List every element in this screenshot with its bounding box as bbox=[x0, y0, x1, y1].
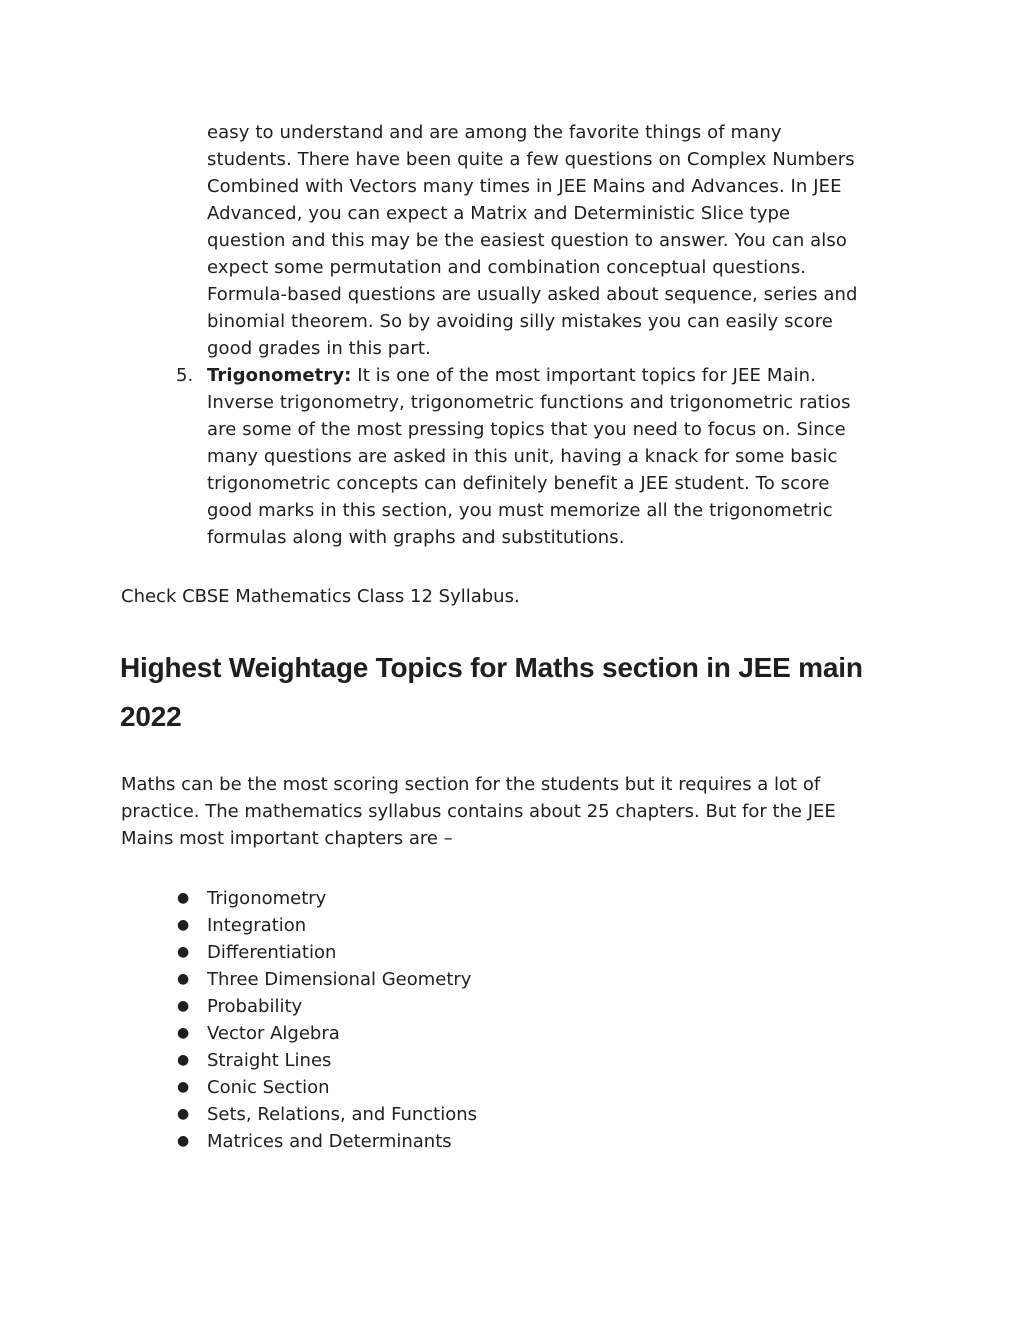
paragraph-line: binomial theorem. So by avoiding silly mistakes you can easily score bbox=[207, 311, 833, 332]
paragraph-line: many questions are asked in this unit, having a knack for some basic bbox=[207, 446, 838, 467]
section-heading bbox=[120, 643, 920, 741]
bullet-icon: ● bbox=[177, 1052, 190, 1068]
heading-line: 2022 bbox=[120, 701, 182, 732]
syllabus-reference: Check CBSE Mathematics Class 12 Syllabus. bbox=[121, 586, 520, 607]
bullet-icon: ● bbox=[177, 1025, 190, 1041]
list-item-label: Sets, Relations, and Functions bbox=[207, 1104, 478, 1125]
paragraph-line: expect some permutation and combination conceptual questions. bbox=[207, 257, 807, 278]
list-item-label: Conic Section bbox=[207, 1077, 330, 1098]
paragraph-line: Mains most important chapters are – bbox=[121, 828, 453, 849]
paragraph-line: Formula-based questions are usually asked about sequence, series and bbox=[207, 284, 858, 305]
list-item bbox=[0, 1101, 477, 1128]
list-item-label: Probability bbox=[207, 996, 303, 1017]
list-item-label: Matrices and Determinants bbox=[207, 1131, 452, 1152]
list-item bbox=[0, 1020, 477, 1047]
list-item-label: Trigonometry bbox=[207, 888, 327, 909]
paragraph-line: practice. The mathematics syllabus contains about 25 chapters. But for the JEE bbox=[121, 801, 836, 822]
paragraph-line: trigonometric concepts can definitely benefit a JEE student. To score bbox=[207, 473, 830, 494]
bullet-icon: ● bbox=[177, 1106, 190, 1122]
paragraph-line: good marks in this section, you must memorize all the trigonometric bbox=[207, 500, 833, 521]
list-item-number: 5. bbox=[176, 365, 194, 386]
bullet-icon: ● bbox=[177, 1079, 190, 1095]
list-item-4-continuation bbox=[207, 119, 907, 362]
list-item-label: Three Dimensional Geometry bbox=[207, 969, 472, 990]
paragraph-line: good grades in this part. bbox=[207, 338, 431, 359]
list-item bbox=[0, 885, 477, 912]
paragraph-line: Maths can be the most scoring section for the students but it requires a lot of bbox=[121, 774, 821, 795]
list-item bbox=[0, 966, 477, 993]
list-item-label: Vector Algebra bbox=[207, 1023, 340, 1044]
important-chapters-list bbox=[0, 885, 477, 1155]
list-item bbox=[0, 939, 477, 966]
paragraph-line bbox=[207, 362, 907, 389]
paragraph-line: students. There have been quite a few questions on Complex Numbers bbox=[207, 149, 855, 170]
bullet-icon: ● bbox=[177, 944, 190, 960]
list-item bbox=[0, 1128, 477, 1155]
paragraph-line: Inverse trigonometry, trigonometric functions and trigonometric ratios bbox=[207, 392, 851, 413]
list-item-label: Integration bbox=[207, 915, 307, 936]
paragraph-line: formulas along with graphs and substitutions. bbox=[207, 527, 625, 548]
paragraph-line: easy to understand and are among the favorite things of many bbox=[207, 122, 782, 143]
list-item-text: It is one of the most important topics for JEE Main. bbox=[351, 365, 817, 386]
paragraph-line: are some of the most pressing topics that you need to focus on. Since bbox=[207, 419, 846, 440]
list-item bbox=[0, 1074, 477, 1101]
list-item bbox=[0, 1047, 477, 1074]
list-item-label: Differentiation bbox=[207, 942, 337, 963]
heading-line: Highest Weightage Topics for Maths section in JEE main bbox=[120, 652, 863, 683]
paragraph-line: Combined with Vectors many times in JEE Mains and Advances. In JEE bbox=[207, 176, 842, 197]
bullet-icon: ● bbox=[177, 917, 190, 933]
paragraph-line: question and this may be the easiest question to answer. You can also bbox=[207, 230, 847, 251]
list-item bbox=[0, 912, 477, 939]
bullet-icon: ● bbox=[177, 1133, 190, 1149]
list-item-title: Trigonometry: bbox=[207, 365, 352, 386]
intro-paragraph bbox=[121, 771, 911, 852]
bullet-icon: ● bbox=[177, 971, 190, 987]
bullet-icon: ● bbox=[177, 998, 190, 1014]
bullet-icon: ● bbox=[177, 890, 190, 906]
list-item-label: Straight Lines bbox=[207, 1050, 332, 1071]
list-item-trigonometry bbox=[176, 362, 907, 551]
numbered-list-continued bbox=[176, 119, 907, 551]
paragraph-line: Advanced, you can expect a Matrix and Deterministic Slice type bbox=[207, 203, 791, 224]
list-item bbox=[0, 993, 477, 1020]
